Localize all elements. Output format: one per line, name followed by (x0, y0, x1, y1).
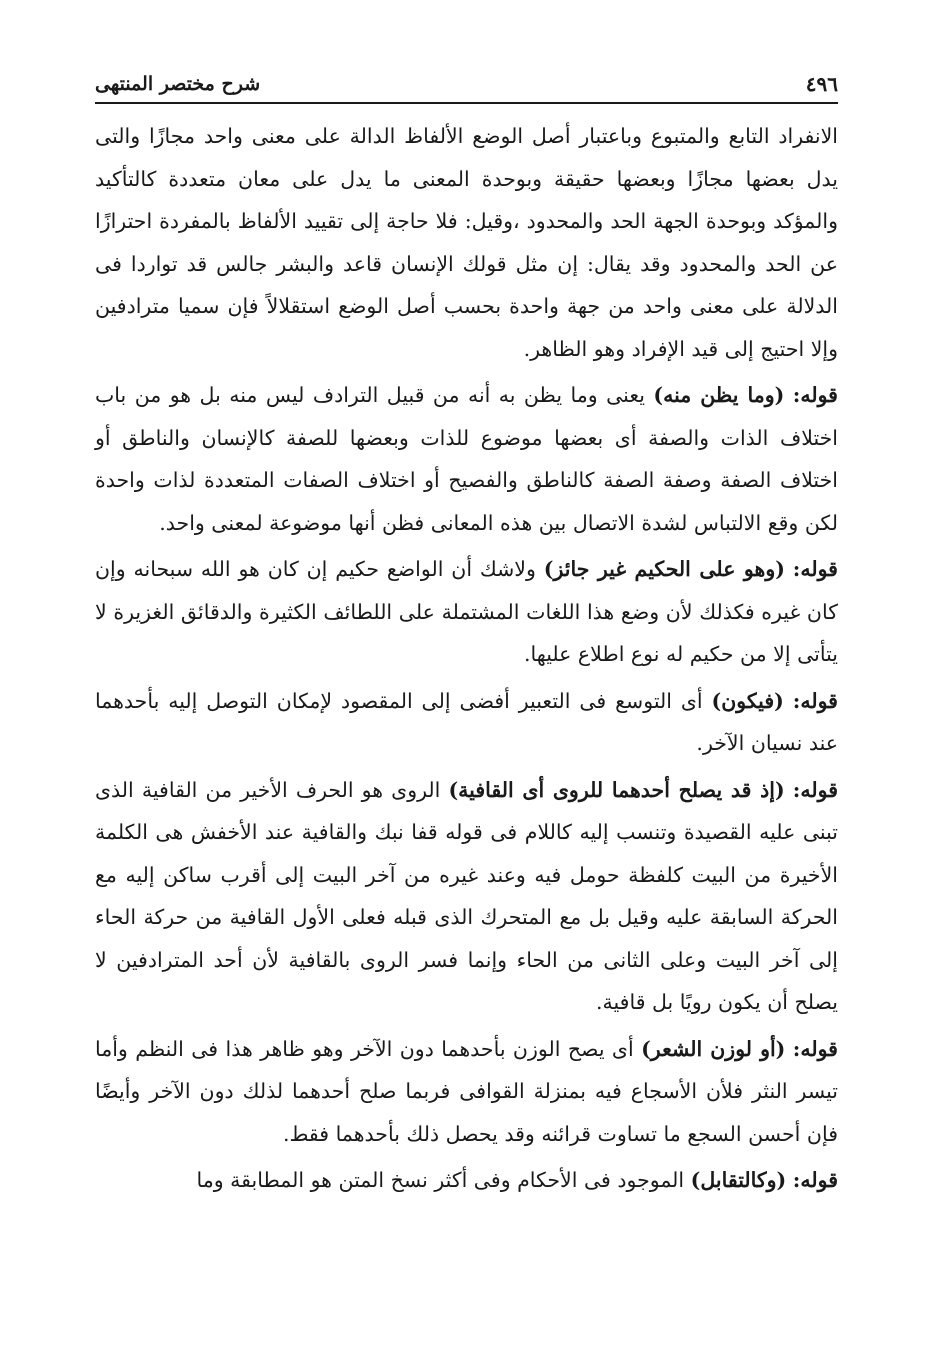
paragraph (95, 769, 838, 1024)
running-title: شرح مختصر المنتهى (95, 73, 261, 95)
paragraph-text: أى التوسع فى التعبير أفضى إلى المقصود لإمكان التوصل إليه بأحدهما عند نسيان الآخر. (95, 688, 838, 755)
paragraph (95, 680, 838, 765)
paragraph-text: ولاشك أن الواضع حكيم إن كان هو الله سبحانه وإن كان غيره فكذلك لأن وضع هذا اللغات المشتملة على اللطائف الكثيرة والدقائق الغزيرة لا يتأتى إلا من حكيم له نوع اطلاع عليها. (95, 557, 838, 666)
paragraph-quote: (أو لوزن الشعر) (641, 1036, 786, 1061)
header-rule (95, 102, 838, 104)
paragraph (95, 548, 838, 676)
body-text (95, 115, 838, 1206)
paragraph-quote: (وما يظن منه) (653, 383, 785, 407)
paragraph-label: قوله: (792, 557, 838, 581)
paragraph (95, 1159, 838, 1202)
page-number: ٤٩٦ (805, 72, 838, 96)
paragraph-text: يعنى وما يظن به أنه من قبيل الترادف ليس منه بل هو من باب اختلاف الذات والصفة أى بعضها موضوع للذات وبعضها للصفة كالإنسان والناطق أو اختلاف الصفة وصفة الصفة كالناطق والفصيح أو اختلاف الصفات المتعددة لذات واحدة لكن وقع الالتباس لشدة الاتصال بين هذه المعانى فظن أنها موضوعة لمعنى واحد. (95, 383, 838, 535)
paragraph-quote: (وكالتقابل) (690, 1168, 787, 1192)
paragraph-text: الانفراد التابع والمتبوع وباعتبار أصل الوضع الألفاظ الدالة على معنى واحد مجازًا والتى يدل بعضها مجازًا وبعضها حقيقة وبوحدة المعنى ما يدل على معان متعددة كالتأكيد والمؤكد وبوحدة الجهة الحد والمحدود ،وقيل: فلا حاجة إلى تقييد الألفاظ بالمفردة احترازًا عن الحد والمحدود وقد يقال: إن مثل قولك الإنسان قاعد والبشر جالس قد تواردا فى الدلالة على معنى واحد من جهة واحدة بحسب أصل الوضع استقلالاً فإن سميا مترادفين وإلا احتيج إلى قيد الإفراد وهو الظاهر. (95, 124, 838, 361)
paragraph (95, 374, 838, 544)
paragraph-label: قوله: (792, 1036, 838, 1061)
paragraph-label: قوله: (792, 1168, 838, 1192)
paragraph-label: قوله: (792, 777, 838, 802)
page-header (95, 70, 838, 104)
paragraph-label: قوله: (792, 383, 838, 407)
paragraph-quote: (إذ قد يصلح أحدهما للروى أى القافية) (448, 777, 785, 802)
paragraph-label: قوله: (792, 688, 838, 713)
paragraph-text: أى يصح الوزن بأحدهما دون الآخر وهو ظاهر هذا فى النظم وأما تيسر النثر فلأن الأسجاع فيه بمنزلة القوافى فربما صلح أحدهما لذلك دون الآخر وأيضًا فإن أحسن السجع ما تساوت قرائنه وقد يحصل ذلك بأحدهما فقط. (95, 1036, 838, 1146)
paragraph-quote: (فيكون) (711, 688, 784, 713)
paragraph (95, 115, 838, 370)
paragraph-text: الموجود فى الأحكام وفى أكثر نسخ المتن هو المطابقة وما (196, 1168, 685, 1192)
paragraph-quote: (وهو على الحكيم غير جائز) (543, 557, 785, 581)
paragraph-text: الروى هو الحرف الأخير من القافية الذى تبنى عليه القصيدة وتنسب إليه كاللام فى قوله قفا نبك والقافية عند الأخفش هى الكلمة الأخيرة من البيت كلفظة حومل فيه وعند غيره من آخر البيت إلى أقرب ساكن إليه مع الحركة السابقة عليه وقيل بل مع المتحرك الذى قبله فعلى الأول القافية من حركة الحاء إلى آخر البيت وعلى الثانى من الحاء وإنما فسر الروى بالقافية لأن أحد المترادفين لا يصلح أن يكون رويًا بل قافية. (95, 777, 838, 1014)
paragraph (95, 1028, 838, 1156)
